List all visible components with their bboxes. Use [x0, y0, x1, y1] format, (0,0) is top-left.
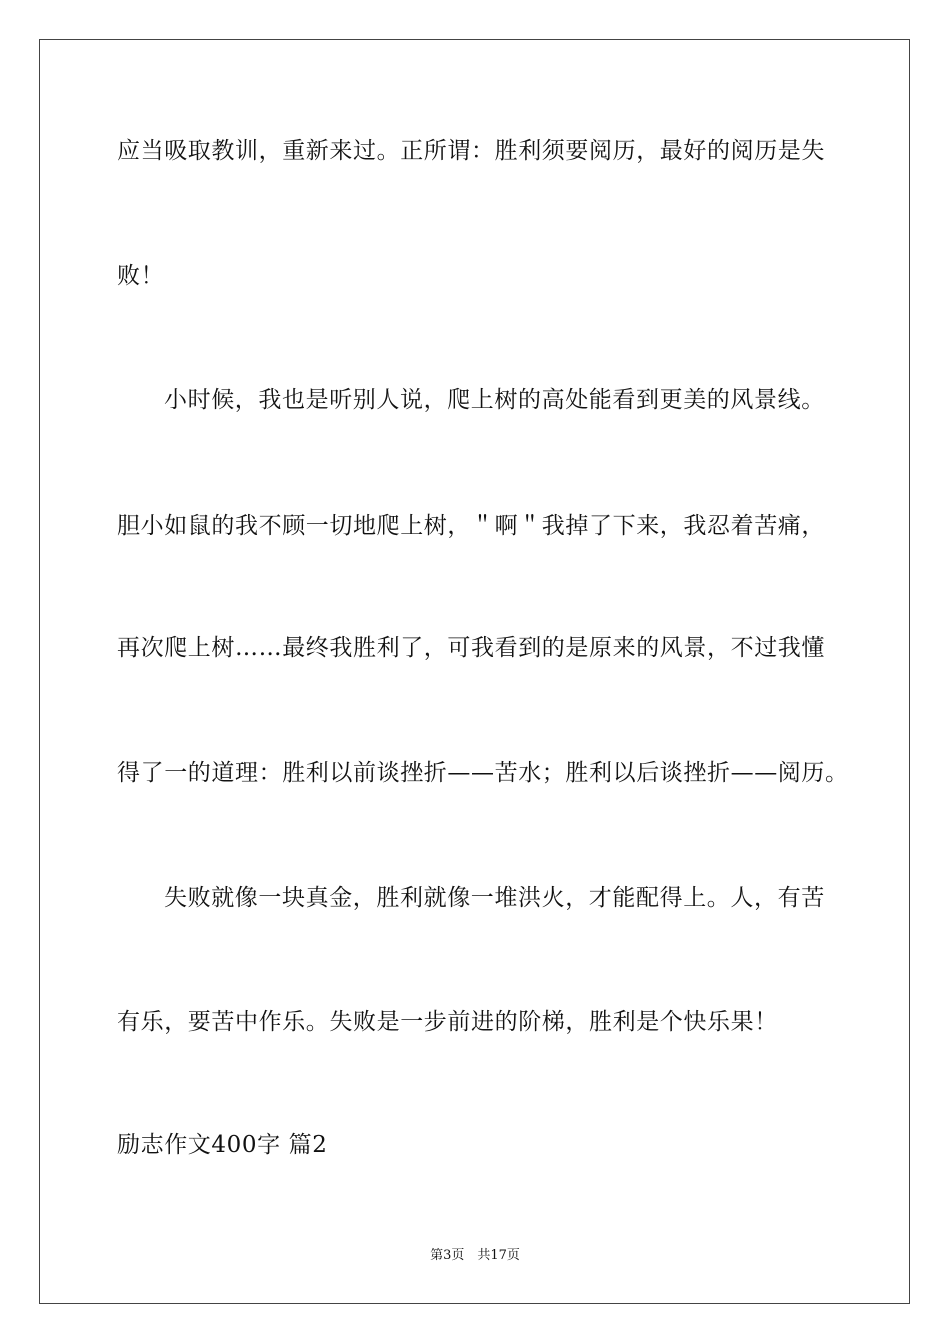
paragraph-line-6: 得了一的道理：胜利以前谈挫折——苦水；胜利以后谈挫折——阅历。: [117, 760, 849, 786]
page-number-footer: 第3页 共17页: [430, 1248, 520, 1263]
paragraph-line-3: 小时候，我也是听别人说，爬上树的高处能看到更美的风景线。: [164, 387, 825, 413]
paragraph-line-4: 胆小如鼠的我不顾一切地爬上树，＂啊＂我掉了下来，我忍着苦痛，: [117, 513, 825, 539]
section-heading: 励志作文400字 篇2: [117, 1132, 328, 1158]
paragraph-line-1: 应当吸取教训，重新来过。正所谓：胜利须要阅历，最好的阅历是失: [117, 138, 825, 164]
paragraph-line-7: 失败就像一块真金，胜利就像一堆洪火，才能配得上。人，有苦: [164, 885, 825, 911]
page-border: [39, 39, 910, 1304]
paragraph-line-8: 有乐，要苦中作乐。失败是一步前进的阶梯，胜利是个快乐果！: [117, 1009, 778, 1035]
paragraph-line-2: 败！: [117, 263, 165, 289]
paragraph-line-5: 再次爬上树……最终我胜利了，可我看到的是原来的风景，不过我懂: [117, 635, 825, 661]
